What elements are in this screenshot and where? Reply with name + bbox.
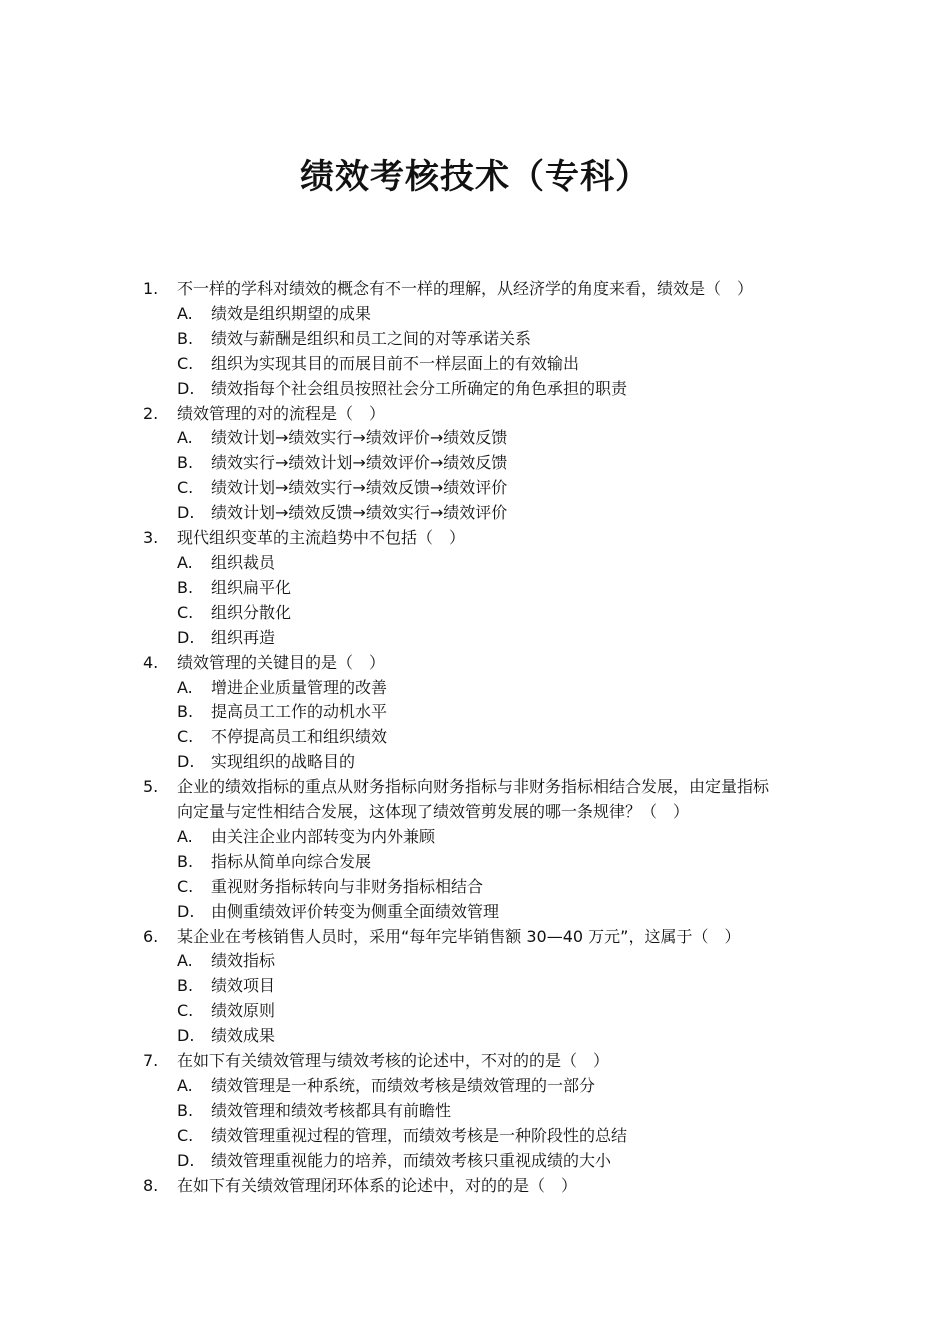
question-number: 8.: [143, 1175, 159, 1195]
option-letter: C.: [177, 1001, 194, 1021]
option-text: 组织裁员: [211, 552, 276, 572]
option-text: 绩效项目: [211, 976, 276, 996]
question-number: 3.: [143, 528, 159, 548]
question-number: 6.: [143, 926, 159, 946]
document-title: 绩效考核技术（专科）: [300, 157, 650, 197]
option-6a: [143, 949, 823, 974]
option-text: 组织扁平化: [211, 577, 292, 597]
option-letter: B.: [177, 976, 194, 996]
option-text: 绩效实行→绩效计划→绩效评价→绩效反馈: [211, 453, 508, 473]
option-letter: A.: [177, 1076, 193, 1095]
question-text-line-1: 企业的绩效指标的重点从财务指标向财务指标与非财务指标相结合发展，由定量指标: [177, 777, 770, 797]
option-letter: A.: [177, 428, 193, 448]
option-letter: D.: [177, 752, 195, 772]
option-5c: [143, 875, 823, 900]
option-4d: [143, 750, 823, 775]
option-letter: A.: [177, 677, 193, 697]
option-7c: [143, 1124, 823, 1149]
option-2d: [143, 501, 823, 526]
option-text: 重视财务指标转向与非财务指标相结合: [211, 876, 484, 896]
option-letter: C.: [177, 727, 194, 747]
option-text: 绩效计划→绩效反馈→绩效实行→绩效评价: [211, 503, 508, 523]
option-letter: D.: [177, 901, 195, 921]
option-1a: [143, 302, 823, 327]
option-text: 指标从简单向综合发展: [211, 851, 372, 871]
option-letter: D.: [177, 627, 195, 647]
option-letter: A.: [177, 826, 193, 846]
option-letter: B.: [177, 851, 194, 871]
option-5a: [143, 825, 823, 850]
option-1c: [143, 352, 823, 377]
option-7a: [143, 1074, 823, 1099]
option-text: 绩效成果: [211, 1026, 276, 1046]
option-3d: [143, 626, 823, 651]
option-text: 绩效原则: [211, 1001, 276, 1021]
option-text: 绩效管理是一种系统，而绩效考核是绩效管理的一部分: [211, 1076, 596, 1095]
option-text: 由关注企业内部转变为内外兼顾: [211, 826, 436, 846]
option-text: 绩效管理和绩效考核都具有前瞻性: [211, 1100, 452, 1120]
question-6: [143, 925, 823, 950]
option-3b: [143, 576, 823, 601]
question-7: [143, 1049, 823, 1074]
option-5d: [143, 900, 823, 925]
question-list: [143, 277, 823, 1199]
option-text: 提高员工工作的动机水平: [211, 702, 388, 722]
option-letter: C.: [177, 876, 194, 896]
option-6c: [143, 999, 823, 1024]
option-letter: C.: [177, 353, 194, 373]
option-letter: D.: [177, 503, 195, 523]
option-text: 实现组织的战略目的: [211, 752, 356, 772]
option-letter: A.: [177, 552, 193, 572]
option-text: 绩效管理重视能力的培养，而绩效考核只重视成绩的大小: [211, 1150, 612, 1170]
option-2c: [143, 476, 823, 501]
option-letter: B.: [177, 328, 194, 348]
option-text: 组织再造: [211, 627, 276, 647]
option-1b: [143, 327, 823, 352]
option-letter: A.: [177, 951, 193, 971]
option-4b: [143, 700, 823, 725]
option-text: 增进企业质量管理的改善: [211, 677, 388, 697]
option-2a: [143, 426, 823, 451]
option-6b: [143, 974, 823, 999]
option-text: 组织为实现其目的而展目前不一样层面上的有效输出: [211, 353, 580, 373]
option-text: 绩效指标: [211, 951, 276, 971]
option-4c: [143, 725, 823, 750]
question-text: 在如下有关绩效管理与绩效考核的论述中，不对的的是（ ）: [177, 1051, 610, 1071]
question-1: [143, 277, 823, 302]
option-letter: A.: [177, 303, 193, 323]
option-text: 绩效指每个社会组员按照社会分工所确定的角色承担的职责: [211, 378, 628, 398]
option-2b: [143, 451, 823, 476]
option-letter: C.: [177, 1125, 194, 1145]
option-letter: D.: [177, 1150, 195, 1170]
option-letter: B.: [177, 453, 194, 473]
question-number: 4.: [143, 652, 159, 672]
option-letter: C.: [177, 478, 194, 498]
option-4a: [143, 676, 823, 701]
question-5: [143, 775, 823, 800]
question-text: 绩效管理的对的流程是（ ）: [177, 403, 386, 423]
option-letter: B.: [177, 1100, 194, 1120]
option-text: 绩效计划→绩效实行→绩效反馈→绩效评价: [211, 478, 508, 498]
question-text: 不一样的学科对绩效的概念有不一样的理解，从经济学的角度来看，绩效是（ ）: [177, 279, 754, 298]
option-text: 由侧重绩效评价转变为侧重全面绩效管理: [211, 901, 500, 921]
option-text: 绩效计划→绩效实行→绩效评价→绩效反馈: [211, 428, 508, 448]
option-letter: D.: [177, 378, 195, 398]
option-1d: [143, 377, 823, 402]
option-text: 绩效与薪酬是组织和员工之间的对等承诺关系: [211, 328, 532, 348]
option-text: 绩效管理重视过程的管理，而绩效考核是一种阶段性的总结: [211, 1125, 628, 1145]
question-4: [143, 651, 823, 676]
question-5-continued: [143, 800, 823, 825]
option-3c: [143, 601, 823, 626]
option-7b: [143, 1099, 823, 1124]
option-letter: B.: [177, 577, 194, 597]
option-text: 不停提高员工和组织绩效: [211, 727, 388, 747]
question-text-line-2: 向定量与定性相结合发展，这体现了绩效管剪发展的哪一条规律？（ ）: [177, 802, 690, 822]
option-7d: [143, 1149, 823, 1174]
question-text: 现代组织变革的主流趋势中不包括（ ）: [177, 528, 466, 548]
option-6d: [143, 1024, 823, 1049]
option-letter: C.: [177, 602, 194, 622]
option-5b: [143, 850, 823, 875]
question-3: [143, 526, 823, 551]
question-number: 5.: [143, 777, 159, 797]
question-number: 2.: [143, 403, 159, 423]
option-text: 组织分散化: [211, 602, 292, 622]
question-number: 7.: [143, 1051, 159, 1071]
option-letter: B.: [177, 702, 194, 722]
question-text: 某企业在考核销售人员时，采用“每年完毕销售额 30—40 万元”，这属于（ ）: [177, 926, 741, 946]
question-number: 1.: [143, 279, 159, 298]
question-text: 绩效管理的关键目的是（ ）: [177, 652, 386, 672]
question-2: [143, 402, 823, 427]
question-8: [143, 1174, 823, 1199]
option-3a: [143, 551, 823, 576]
question-text: 在如下有关绩效管理闭环体系的论述中，对的的是（ ）: [177, 1175, 578, 1195]
option-letter: D.: [177, 1026, 195, 1046]
option-text: 绩效是组织期望的成果: [211, 303, 372, 323]
